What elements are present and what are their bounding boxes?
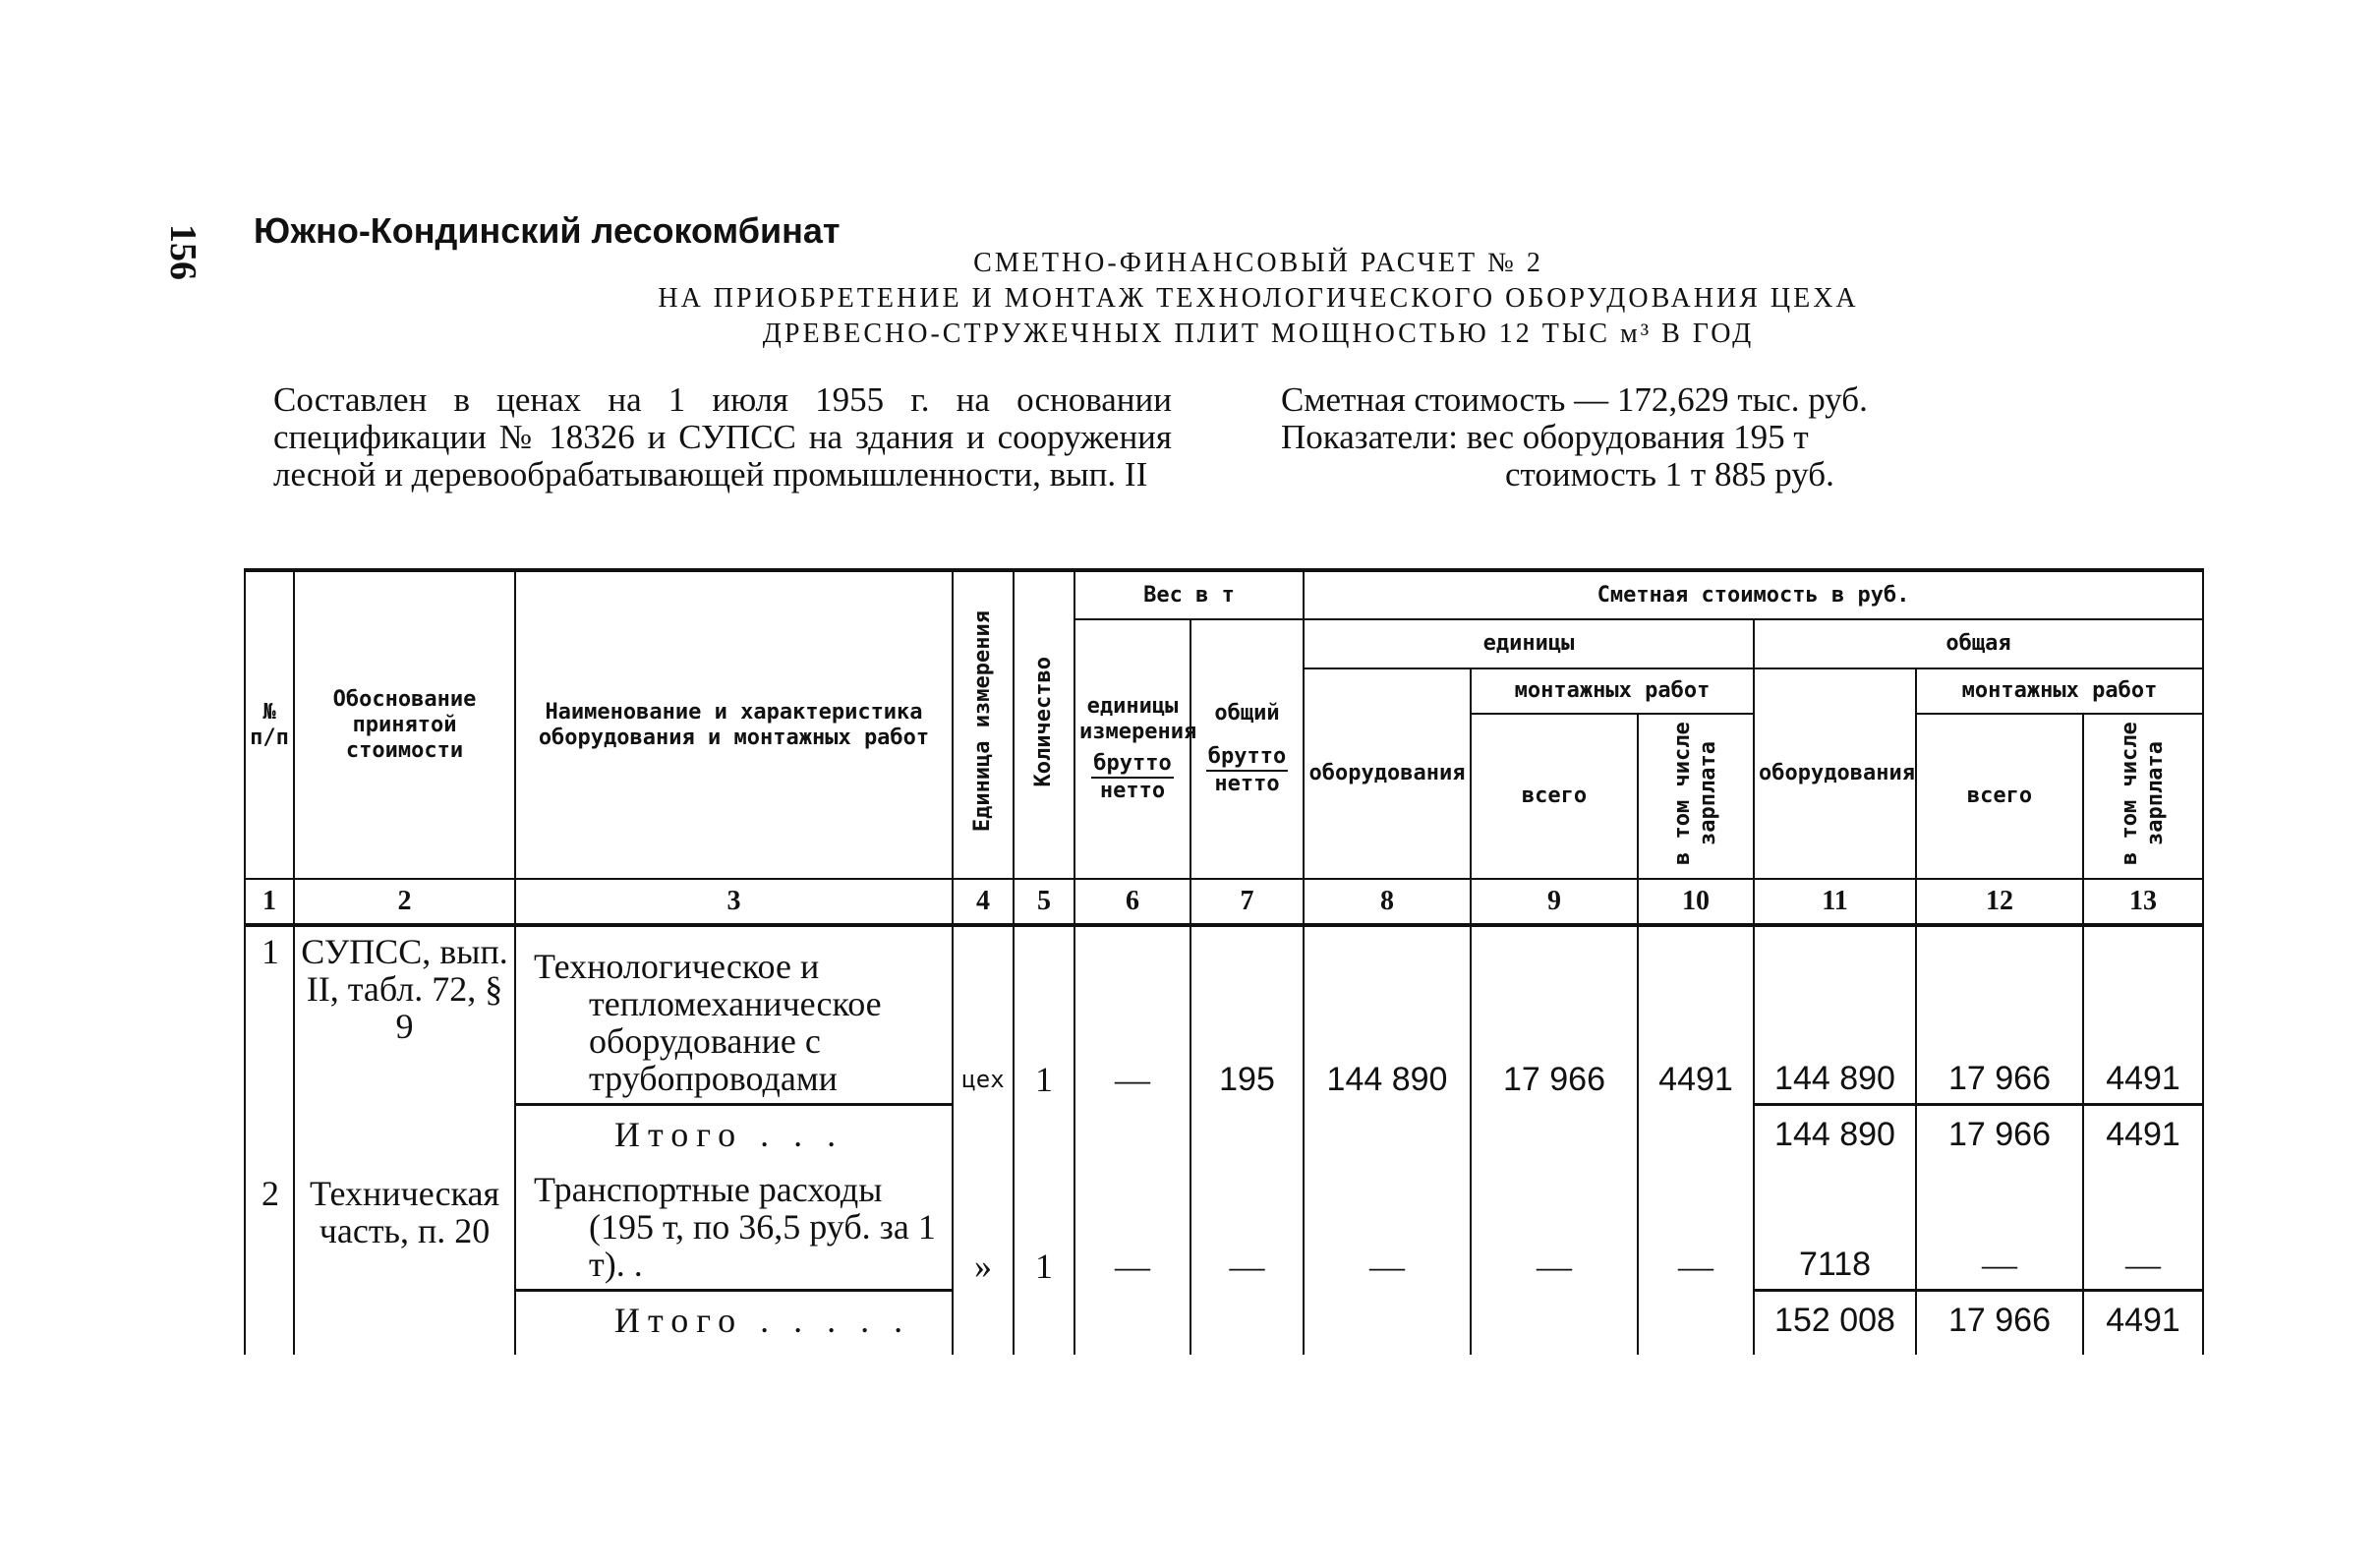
row-unit-wages: — <box>1638 1169 1754 1291</box>
total-row <box>245 1291 2203 1356</box>
row-unit-mounting: — <box>1471 1169 1638 1291</box>
column-number: 1 <box>245 879 294 925</box>
subtotal-equipment: 144 890 <box>1754 1104 1916 1169</box>
organization-name: Южно-Кондинский лесокомбинат <box>254 210 841 251</box>
row-pos: 1 <box>245 925 294 1104</box>
row-unit-equipment: 144 890 <box>1304 925 1471 1104</box>
page-number: 156 <box>162 224 203 280</box>
header-total: общая <box>1754 619 2203 668</box>
row-weight-unit: — <box>1074 925 1190 1104</box>
row-total-equipment: 7118 <box>1754 1169 1916 1291</box>
header-unit-mount-wages: в том числе зарплата <box>1638 714 1754 879</box>
row-qty: 1 <box>1014 925 1074 1104</box>
header-unit: Единица измерения <box>953 570 1014 879</box>
header-weight: Вес в т <box>1074 570 1304 619</box>
indicators-weight: Показатели: вес оборудования 195 т <box>1281 418 1809 456</box>
column-number: 2 <box>294 879 515 925</box>
table-row <box>245 925 2203 1104</box>
header-unit-mounting: монтажных работ <box>1471 668 1754 714</box>
row-unit: цех <box>953 925 1014 1104</box>
title-line-2: НА ПРИОБРЕТЕНИЕ И МОНТАЖ ТЕХНОЛОГИЧЕСКОГО ОБОРУДОВАНИЯ ЦЕХА <box>658 283 1859 314</box>
header-weight-unit: единицы измерения брутто нетто <box>1074 619 1190 879</box>
column-number: 10 <box>1638 879 1754 925</box>
total-equipment: 152 008 <box>1754 1291 1916 1356</box>
estimated-cost: Сметная стоимость — 172,629 тыс. руб. <box>1281 380 1868 419</box>
row-total-mounting: 17 966 <box>1916 925 2083 1104</box>
header-unit-mount-all: всего <box>1471 714 1638 879</box>
total-mounting: 17 966 <box>1916 1291 2083 1356</box>
column-number: 3 <box>515 879 953 925</box>
subtotal-mounting: 17 966 <box>1916 1104 2083 1169</box>
estimate-table <box>244 568 2204 1355</box>
row-name: Транспортные расходы (195 т, по 36,5 руб. за 1 т). . <box>515 1169 953 1291</box>
title-line-3: ДРЕВЕСНО-СТРУЖЕЧНЫХ ПЛИТ МОЩНОСТЬЮ 12 ТЫС м³ В ГОД <box>762 319 1755 349</box>
column-number: 9 <box>1471 879 1638 925</box>
row-total-mounting: — <box>1916 1169 2083 1291</box>
subtotal-wages: 4491 <box>2083 1104 2203 1169</box>
total-wages: 4491 <box>2083 1291 2203 1356</box>
header-cost: Сметная стоимость в руб. <box>1304 570 2203 619</box>
row-total-wages: — <box>2083 1169 2203 1291</box>
header-total-mounting: монтажных работ <box>1916 668 2203 714</box>
row-name: Технологическое и тепломеханическое оборудование с трубопроводами <box>515 925 953 1104</box>
column-number: 12 <box>1916 879 2083 925</box>
subtotal-row <box>245 1104 2203 1169</box>
header-total-mount-all: всего <box>1916 714 2083 879</box>
subtotal-label: Итого . . . <box>515 1104 953 1169</box>
row-total-equipment: 144 890 <box>1754 925 1916 1104</box>
row-weight-total: — <box>1190 1169 1304 1291</box>
row-unit-mounting: 17 966 <box>1471 925 1638 1104</box>
header-num: № п/п <box>245 570 294 879</box>
header-weight-total: общий брутто нетто <box>1190 619 1304 879</box>
header-basis: Обоснование принятой стоимости <box>294 570 515 879</box>
table-row <box>245 1169 2203 1291</box>
row-total-wages: 4491 <box>2083 925 2203 1104</box>
column-numbers-row <box>245 879 2203 925</box>
row-weight-total: 195 <box>1190 925 1304 1104</box>
column-number: 7 <box>1190 879 1304 925</box>
document-title <box>551 246 1966 352</box>
column-number: 8 <box>1304 879 1471 925</box>
column-number: 11 <box>1754 879 1916 925</box>
header-qty: Количество <box>1014 570 1074 879</box>
column-number: 4 <box>953 879 1014 925</box>
indicators-unit-cost: стоимость 1 т 885 руб. <box>1505 455 1834 493</box>
row-unit-wages: 4491 <box>1638 925 1754 1104</box>
row-qty: 1 <box>1014 1169 1074 1291</box>
row-weight-unit: — <box>1074 1169 1190 1291</box>
column-number: 6 <box>1074 879 1190 925</box>
header-total-mount-wages: в том числе зарплата <box>2083 714 2203 879</box>
row-unit-equipment: — <box>1304 1169 1471 1291</box>
row-unit: » <box>953 1169 1014 1291</box>
header-unit-equipment: оборудования <box>1304 668 1471 879</box>
basis-paragraph: Составлен в ценах на 1 июля 1955 г. на основании спецификации № 18326 и СУПСС на здания и сооружения лесной и деревообрабатывающей промышленности, вып. II <box>273 380 1172 493</box>
header-total-equipment: оборудования <box>1754 668 1916 879</box>
row-basis: СУПСС, вып. II, табл. 72, § 9 <box>294 925 515 1104</box>
total-label: Итого . . . . . <box>515 1291 953 1356</box>
row-pos: 2 <box>245 1169 294 1291</box>
column-number: 13 <box>2083 879 2203 925</box>
header-per-unit: единицы <box>1304 619 1754 668</box>
header-name: Наименование и характеристика оборудования и монтажных работ <box>515 570 953 879</box>
cost-summary <box>1281 381 1969 493</box>
row-basis: Техническая часть, п. 20 <box>294 1169 515 1291</box>
column-number: 5 <box>1014 879 1074 925</box>
title-line-1: СМЕТНО-ФИНАНСОВЫЙ РАСЧЕТ № 2 <box>973 248 1543 278</box>
